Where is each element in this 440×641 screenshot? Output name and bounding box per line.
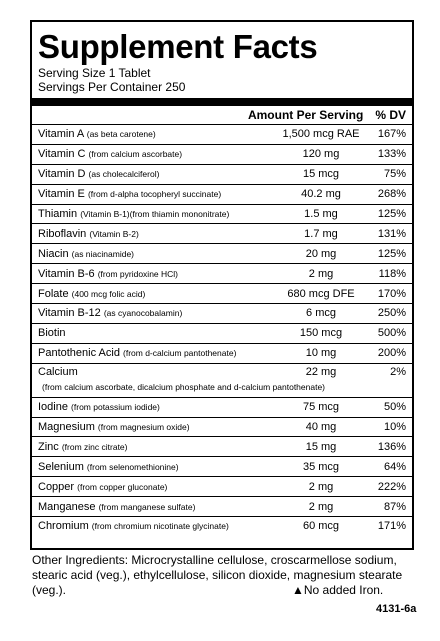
nutrient-name: Niacin [38,247,69,260]
nutrient-name: Riboflavin [38,227,87,240]
nutrient-amount: 1.5 mg [304,208,338,220]
nutrient-amount: 1.7 mg [304,227,338,240]
nutrient-name: Zinc [38,440,59,453]
thick-divider [32,98,412,106]
no-iron-note: ▲No added Iron. [292,583,384,597]
nutrient-row [32,303,412,323]
nutrient-dv: 222% [377,480,406,493]
nutrient-source: (from calcium ascorbate) [88,149,183,160]
nutrient-row [32,283,412,303]
nutrient-name: Pantothenic Acid [38,347,120,360]
nutrient-dv: 170% [377,287,406,300]
label-code: 4131-6a [376,603,417,615]
nutrient-source: (from potassium iodide) [71,402,160,413]
header-amount: Amount Per Serving [247,108,364,122]
nutrient-source: (as niacinamide) [71,248,135,259]
nutrient-source: (from chromium nicotinate glycinate) [91,521,229,532]
nutrient-dv: 167% [377,128,406,141]
nutrient-dv: 268% [377,188,406,201]
nutrient-source: (Vitamin B-1)(from thiamin mononitrate) [80,209,230,219]
nutrient-row [32,436,412,456]
serving-size: Serving Size 1 Tablet [38,66,151,80]
nutrient-row [32,223,412,243]
nutrient-amount: 40.2 mg [301,188,341,201]
nutrient-source: (from d-alpha tocopheryl succinate) [87,189,222,200]
nutrient-name: Selenium [38,460,84,473]
nutrient-dv: 136% [377,440,406,453]
nutrient-row [32,397,412,417]
nutrient-dv: 125% [377,208,406,220]
nutrient-dv: 87% [383,500,406,513]
nutrient-amount: 22 mg [305,365,337,378]
nutrient-name: Manganese [38,500,96,513]
nutrient-row [32,263,412,283]
nutrient-row [32,363,412,397]
nutrient-name: Calcium [38,365,78,378]
nutrient-amount: 15 mg [305,440,337,453]
nutrient-amount: 2 mg [308,480,334,493]
nutrient-dv: 2% [390,365,406,378]
nutrient-row [32,323,412,343]
nutrient-source: (as beta carotene) [86,129,156,140]
nutrient-row [32,496,412,516]
nutrient-source: (from manganese sulfate) [98,501,196,512]
nutrient-source: (from d-calcium pantothenate) [123,348,237,359]
nutrient-row [32,204,412,224]
nutrient-amount: 15 mcg [302,168,340,181]
nutrient-row [32,343,412,363]
nutrient-dv: 75% [383,168,406,181]
panel-title: Supplement Facts [38,28,318,65]
nutrient-name: Vitamin A [38,128,84,141]
nutrient-row [32,164,412,184]
nutrient-dv: 50% [383,401,406,414]
header-dv: % DV [375,108,406,122]
nutrient-source: (from pyridoxine HCl) [97,268,179,279]
nutrient-amount: 2 mg [308,500,334,513]
nutrient-dv: 171% [377,520,406,533]
nutrient-dv: 64% [383,460,406,473]
supplement-facts-panel [30,20,414,550]
nutrient-name: Iodine [38,401,68,414]
nutrient-amount: 40 mg [305,421,337,434]
nutrient-source: (as cyanocobalamin) [103,308,183,319]
nutrient-name: Magnesium [38,421,95,434]
nutrient-amount: 10 mg [305,347,337,360]
nutrient-source: (from magnesium oxide) [97,422,190,433]
nutrient-dv: 200% [377,347,406,360]
nutrient-row [32,476,412,496]
nutrient-amount: 120 mg [302,148,340,161]
nutrient-dv: 500% [377,327,406,340]
nutrient-name: Vitamin B-6 [38,267,95,280]
nutrient-source: (from zinc citrate) [61,441,128,452]
nutrient-name: Biotin [38,327,66,340]
nutrient-row [32,243,412,263]
nutrient-amount: 75 mcg [302,401,340,414]
nutrient-row [32,124,412,144]
nutrient-name: Folate [38,287,69,300]
nutrient-amount: 2 mg [308,267,334,280]
nutrient-name: Chromium [38,520,89,533]
nutrient-source: (as cholecalciferol) [88,169,160,180]
nutrient-source: (Vitamin B-2) [89,228,139,239]
nutrient-name: Vitamin D [38,168,86,181]
other-ingredients: Other Ingredients: Microcrystalline cellulose, croscarmellose sodium, stearic acid (veg.), ethylcellulose, silicon dioxide, magnesium stearate (veg.). [32,553,403,597]
nutrient-amount: 150 mcg [299,327,343,340]
nutrient-dv: 131% [377,227,406,240]
nutrient-source: (400 mcg folic acid) [71,288,146,299]
nutrient-dv: 125% [377,247,406,260]
nutrient-row [32,516,412,536]
nutrient-name: Vitamin E [38,188,85,201]
nutrient-row [32,184,412,204]
nutrient-name: Vitamin C [38,148,86,161]
nutrient-source: (from copper gluconate) [77,481,168,492]
nutrient-source: (from selenomethionine) [86,461,179,472]
servings-per-container: Servings Per Container 250 [38,80,186,94]
nutrient-amount: 1,500 mcg RAE [282,128,360,141]
nutrient-row [32,144,412,164]
nutrient-row [32,417,412,437]
nutrient-row [32,456,412,476]
nutrient-dv: 10% [383,421,406,434]
nutrient-name: Thiamin [38,208,78,220]
nutrient-amount: 20 mg [305,247,337,260]
nutrient-name: Vitamin B-12 [38,307,101,320]
nutrient-amount: 680 mcg DFE [287,287,355,300]
nutrient-dv: 118% [378,267,406,280]
nutrient-amount: 6 mcg [306,307,336,320]
nutrient-amount: 60 mcg [302,520,340,533]
column-header [32,106,412,124]
nutrient-source: (from calcium ascorbate, dicalcium phosphate and d-calcium pantothenate) [42,381,326,392]
nutrient-table [32,124,412,536]
nutrient-name: Copper [38,480,75,493]
nutrient-amount: 35 mcg [302,460,340,473]
nutrient-dv: 133% [377,148,406,161]
nutrient-dv: 250% [377,307,406,320]
